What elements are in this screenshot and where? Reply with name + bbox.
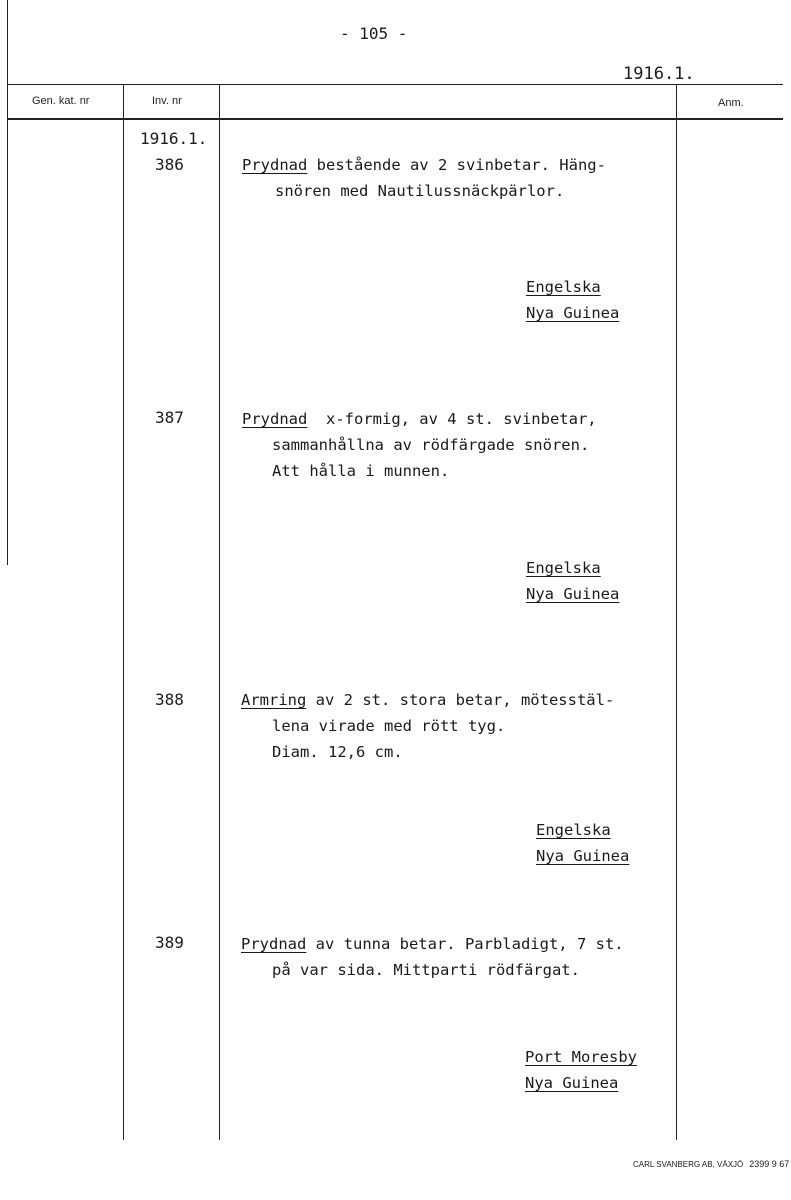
column-header-inv: Inv. nr: [152, 95, 182, 107]
location-line: Nya Guinea: [526, 585, 620, 603]
first-year-label: 1916.1.: [140, 129, 208, 148]
entry-description: [241, 687, 614, 713]
printer-name: CARL SVANBERG AB, VÄXJÖ: [633, 1160, 744, 1169]
anm-divider: [676, 84, 677, 1140]
location-line: Nya Guinea: [525, 1074, 619, 1092]
printer-mark: [633, 1159, 789, 1169]
entry-text: av 2 st. stora betar, mötesstäl-: [306, 691, 615, 709]
gen-kat-divider: [123, 84, 124, 1140]
printer-code: 2399 9 67: [749, 1159, 790, 1169]
entry-location: [526, 555, 619, 607]
entry-description: [242, 152, 606, 178]
entry-location: [525, 1044, 637, 1096]
entry-text: x-formig, av 4 st. svinbetar,: [307, 410, 597, 428]
location-line: Engelska: [526, 559, 601, 577]
inv-number: 386: [155, 155, 184, 174]
location-line: Nya Guinea: [526, 304, 620, 322]
entry-title: Armring: [241, 691, 307, 709]
location-line: Engelska: [536, 821, 611, 839]
entry-description: [241, 931, 624, 957]
inv-number: 388: [155, 690, 184, 709]
entry-text-line: Diam. 12,6 cm.: [272, 743, 403, 761]
column-header-gen-kat: Gen. kat. nr: [32, 95, 90, 107]
page-number: - 105 -: [340, 24, 408, 43]
entry-location: [526, 274, 619, 326]
inv-number: 389: [155, 933, 184, 952]
entry-text-line: sammanhållna av rödfärgade snören.: [272, 436, 590, 454]
entry-text: av tunna betar. Parbladigt, 7 st.: [306, 935, 624, 953]
location-line: Engelska: [526, 278, 601, 296]
inv-number: 387: [155, 408, 184, 427]
entry-text: bestående av 2 svinbetar. Häng-: [307, 156, 606, 174]
location-line: Port Moresby: [525, 1048, 637, 1066]
year-header: 1916.1.: [623, 64, 695, 84]
entry-description: [242, 406, 597, 432]
entry-text-line: snören med Nautilussnäckpärlor.: [275, 182, 565, 200]
entry-title: Prydnad: [242, 156, 308, 174]
entry-text-line: lena virade med rött tyg.: [272, 717, 506, 735]
entry-title: Prydnad: [241, 935, 307, 953]
entry-title: Prydnad: [242, 410, 308, 428]
entry-text-line: Att hålla i munnen.: [272, 462, 450, 480]
location-line: Nya Guinea: [536, 847, 630, 865]
column-header-anm: Anm.: [718, 97, 744, 109]
entry-text-line: på var sida. Mittparti rödfärgat.: [272, 961, 580, 979]
entry-location: [536, 817, 629, 869]
inv-divider: [219, 84, 220, 1140]
